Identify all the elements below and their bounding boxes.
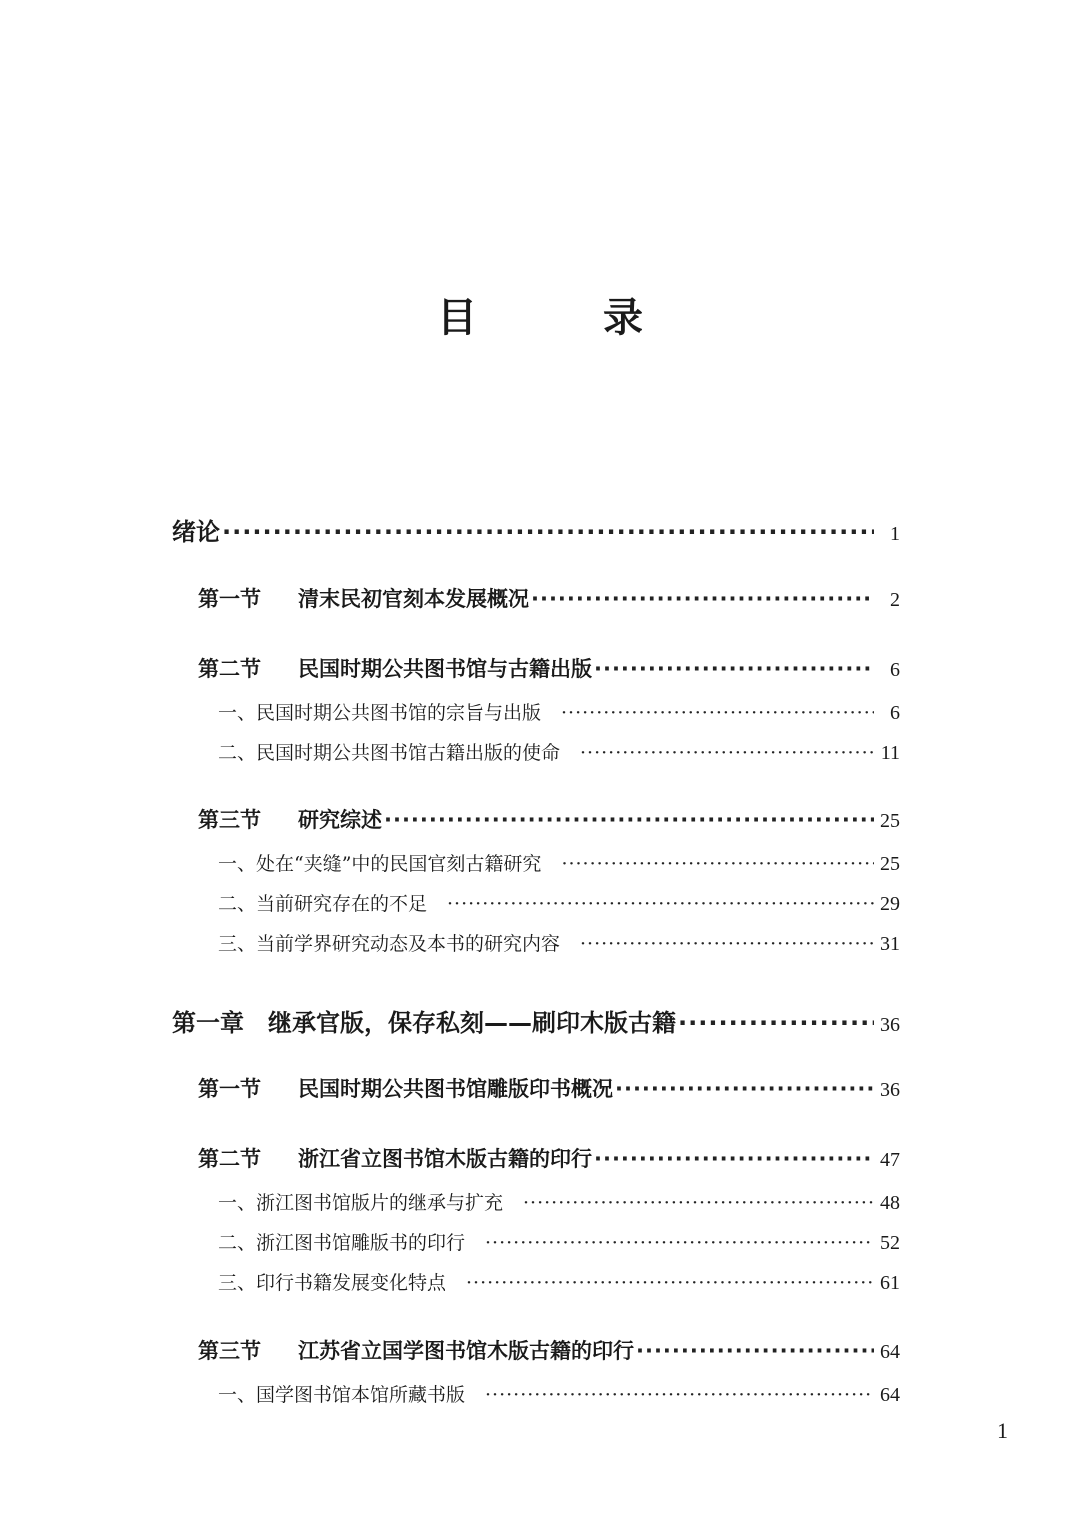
toc-entry-page: 11 [880,742,900,764]
toc-entry-page: 47 [880,1149,900,1171]
toc-entry-label: 一、处在“夹缝”中的民国官刻古籍研究 [218,853,542,875]
toc-entry-subsection[interactable] [218,698,900,725]
toc-entry-section[interactable] [198,804,900,834]
leader-dots [580,742,874,764]
toc-entry-label-wrap [198,583,529,613]
toc-entry-subsection[interactable] [218,1268,900,1295]
toc-entry-page: 6 [890,659,900,681]
leader-dots [384,808,874,832]
leader-dots [561,702,874,724]
toc-entry-label: 研究综述 [298,808,382,832]
toc-entry-label: 民国时期公共图书馆与古籍出版 [298,657,592,681]
toc-entry-label: 民国时期公共图书馆雕版印书概况 [298,1077,613,1101]
toc-entry-subsection[interactable] [218,849,900,876]
toc-entry-page: 36 [880,1079,900,1101]
toc-entry-label: 二、浙江图书馆雕版书的印行 [218,1232,466,1254]
toc-entry-label-wrap [198,804,382,834]
toc-entry-label: 一、民国时期公共图书馆的宗旨与出版 [218,702,542,724]
toc-entry-label: 一、浙江图书馆版片的继承与扩充 [218,1192,504,1214]
leader-dots [580,933,874,955]
toc-entry-label-wrap [198,1335,634,1365]
toc-entry-label: 第一章 继承官版，保存私刻——刷印木版古籍 [172,1009,676,1037]
toc-entry-page: 64 [880,1384,900,1406]
toc-entry-page: 25 [880,810,900,832]
page-title: 目 录 [437,295,699,341]
toc-entry-subsection[interactable] [218,1228,900,1255]
toc-entry-label: 二、民国时期公共图书馆古籍出版的使命 [218,742,561,764]
toc-entry-page: 25 [880,853,900,875]
toc-entry-page: 64 [880,1341,900,1363]
toc-entry-page: 29 [880,893,900,915]
leader-dots [447,893,874,915]
leader-dots [523,1192,874,1214]
section-number: 第三节 [198,808,261,832]
toc-entry-subsection[interactable] [218,738,900,765]
toc-entry-label: 二、当前研究存在的不足 [218,893,428,915]
toc-entry-subsection[interactable] [218,1188,900,1215]
toc-entry-page: 61 [880,1272,900,1294]
toc-entry-label: 江苏省立国学图书馆木版古籍的印行 [298,1339,634,1363]
toc-entry-page: 6 [890,702,900,724]
leader-dots [531,587,874,611]
leader-dots [561,853,874,875]
toc-entry-chapter[interactable] [172,512,900,547]
toc-entry-subsection[interactable] [218,1380,900,1407]
leader-dots [636,1339,874,1363]
toc-entry-label: 一、国学图书馆本馆所藏书版 [218,1384,466,1406]
leader-dots [485,1232,874,1254]
toc-entry-subsection[interactable] [218,929,900,956]
toc-entry-section[interactable] [198,1073,900,1103]
toc-entry-page: 1 [890,523,900,545]
leader-dots [615,1077,874,1101]
toc-entry-page: 31 [880,933,900,955]
toc-entry-page: 36 [880,1014,900,1036]
section-number: 第一节 [198,587,261,611]
leader-dots [594,657,874,681]
leader-dots [222,518,874,546]
toc-entry-section[interactable] [198,653,900,683]
toc-entry-label: 三、当前学界研究动态及本书的研究内容 [218,933,561,955]
section-number: 第三节 [198,1339,261,1363]
leader-dots [678,1009,874,1037]
toc-entry-chapter[interactable] [172,1003,900,1038]
page-number: 1 [997,1418,1008,1443]
toc-entry-label: 三、印行书籍发展变化特点 [218,1272,447,1294]
toc-entry-label: 清末民初官刻本发展概况 [298,587,529,611]
leader-dots [485,1384,874,1406]
toc-entry-page: 2 [890,589,900,611]
section-number: 第一节 [198,1077,261,1101]
toc-entry-label-wrap [198,1073,613,1103]
toc-entry-label: 浙江省立图书馆木版古籍的印行 [298,1147,592,1171]
section-number: 第二节 [198,657,261,681]
toc-entry-section[interactable] [198,1143,900,1173]
toc-entry-subsection[interactable] [218,889,900,916]
leader-dots [594,1147,874,1171]
toc-entry-label: 绪论 [172,518,220,546]
toc-entry-label-wrap [198,1143,592,1173]
leader-dots [466,1272,874,1294]
toc-entry-label-wrap [198,653,592,683]
section-number: 第二节 [198,1147,261,1171]
toc-entry-page: 52 [880,1232,900,1254]
toc-entry-page: 48 [880,1192,900,1214]
toc-entry-section[interactable] [198,583,900,613]
toc-entry-section[interactable] [198,1335,900,1365]
